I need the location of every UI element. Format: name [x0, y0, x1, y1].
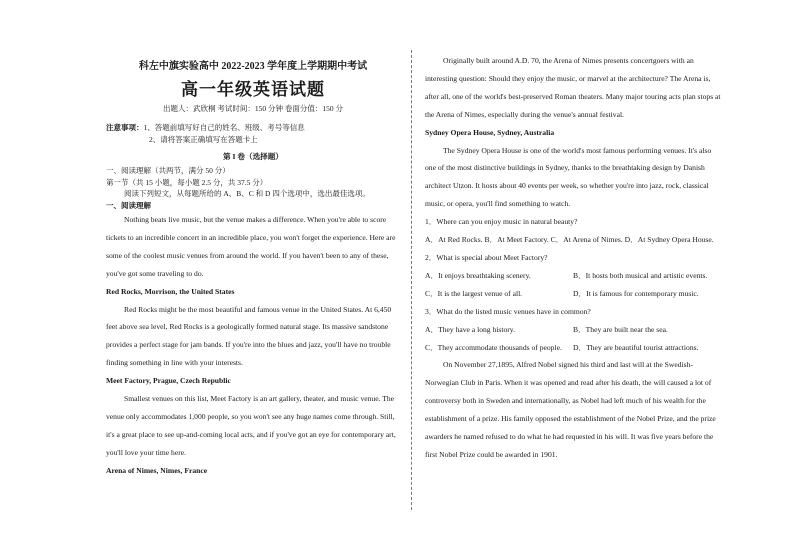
- question-1-options: A．At Red Rocks. B．At Meet Factory. C．At Arena of Nimes. D．At Sydney Opera House.: [425, 235, 714, 245]
- q2-option-d: D．It is famous for contemporary music.: [573, 288, 699, 298]
- main-title: 高一年级英语试题: [181, 80, 325, 99]
- part-1-section-1: 第一节（共 15 小题，每小题 2.5 分，共 37.5 分）: [106, 177, 268, 187]
- question-2-options: [425, 267, 721, 303]
- question-3: 3．What do the listed music venues have in common?: [425, 306, 591, 316]
- q2-option-b: B．It hosts both musical and artistic events.: [573, 270, 708, 280]
- part-1-title: 一、阅读理解（共两节，满分 50 分）: [106, 166, 230, 175]
- question-3-options: [425, 321, 721, 357]
- exam-meta: 出题人：武欣桐 考试时间：150 分钟 卷面分值：150 分: [163, 104, 343, 113]
- exam-title: 科左中旗实验高中 2022-2023 学年度上学期期中考试: [138, 61, 368, 72]
- venue-2-text: Smallest venues on this list, Meet Factory is an art gallery, theater, and music venue. The venue only accommodates 1,000 people, so you won't see any huge names come through. Still, it's a great place to see up-and-coming local acts, and if you've got an eye for contemporary art, you'll love your time here.: [106, 394, 396, 457]
- venue-3-title: Arena of Nimes, Nimes, France: [106, 465, 208, 475]
- passage-intro: Nothing beats live music, but the venue makes a difference. When you're able to score tickets to an incredible concert in an incredible place, you won't forget the experience. Here are some of the coolest music venues from around the world. If you haven't been to any of these, you've got some traveling to do.: [106, 215, 396, 278]
- part-1-label: 一、阅读理解: [106, 200, 151, 210]
- venue-3-text: Originally built around A.D. 70, the Arena of Nimes presents concertgoers with an interesting question: Should they enjoy the music, or marvel at the architecture? The Arena is, after all, one of the world's best-preserved Roman theaters. Many major touring acts plan stops at the Arena of Nimes, especially during the venue's annual festival.: [425, 56, 721, 119]
- left-column: [106, 52, 400, 480]
- instruction: 阅读下列短文，从每题所给的 A、B、C 和 D 四个选项中，选出最佳选项。: [124, 189, 370, 198]
- volume-title: 第 I 卷（选择题）: [223, 152, 283, 161]
- venue-4-text: The Sydney Opera House is one of the world's most famous performing venues. It's also one of the most distinctive buildings in Sydney, thanks to the breathtaking design by Danish architect Utzon. It hosts about 40 events per week, so whether you're into jazz, rock, classical music, or opera, you'll find something to watch.: [425, 145, 712, 209]
- q2-option-c: C．It is the largest venue of all.: [425, 288, 523, 298]
- q3-option-a: A．They have a long history.: [425, 324, 515, 334]
- venue-1-title: Red Rocks, Morrison, the United States: [106, 286, 235, 296]
- venue-1-text: Red Rocks might be the most beautiful and famous venue in the United States. At 6,450 feet above sea level, Red Rocks is a geologically formed natural stage. Its massive sandstone provides a perfect stage for jam bands. If you're into the blues and jazz, you'll have no trouble finding something in line with your interests.: [106, 304, 392, 368]
- notice-item-2: 2、请将答案正确填写在答题卡上: [149, 135, 258, 144]
- q3-option-d: D．They are beautiful tourist attractions.: [573, 342, 699, 352]
- q2-option-a: A．It enjoys breathtaking scenery.: [425, 270, 531, 280]
- question-2: 2．What is special about Meet Factory?: [425, 252, 548, 262]
- venue-2-title: Meet Factory, Prague, Czech Republic: [106, 376, 231, 386]
- notice-item-1: 1、答题前填写好自己的姓名、班级、考号等信息: [143, 123, 305, 132]
- right-column: [425, 52, 721, 464]
- question-1: 1．Where can you enjoy music in natural beauty?: [425, 217, 578, 227]
- column-divider: [411, 50, 412, 510]
- notice-label: 注意事项：: [106, 123, 144, 132]
- passage-2-text: On November 27,1895, Alfred Nobel signed his third and last will at the Swedish-Norwegian Club in Paris. When it was opened and read after his death, the will caused a lot of controversy both in Sweden and internationally, as Nobel had left much of his wealth for the establishment of a prize. His family opposed the establishment of the Nobel Prize, and the prize awarders he named refused to do what he had requested in his will. It was five years before the first Nobel Prize could be awarded in 1901.: [425, 360, 716, 459]
- q3-option-b: B．They are built near the sea.: [573, 324, 668, 334]
- q3-option-c: C．They accommodate thousands of people.: [425, 342, 562, 352]
- notice-block: [106, 122, 400, 146]
- venue-4-title: Sydney Opera House, Sydney, Australia: [425, 127, 555, 137]
